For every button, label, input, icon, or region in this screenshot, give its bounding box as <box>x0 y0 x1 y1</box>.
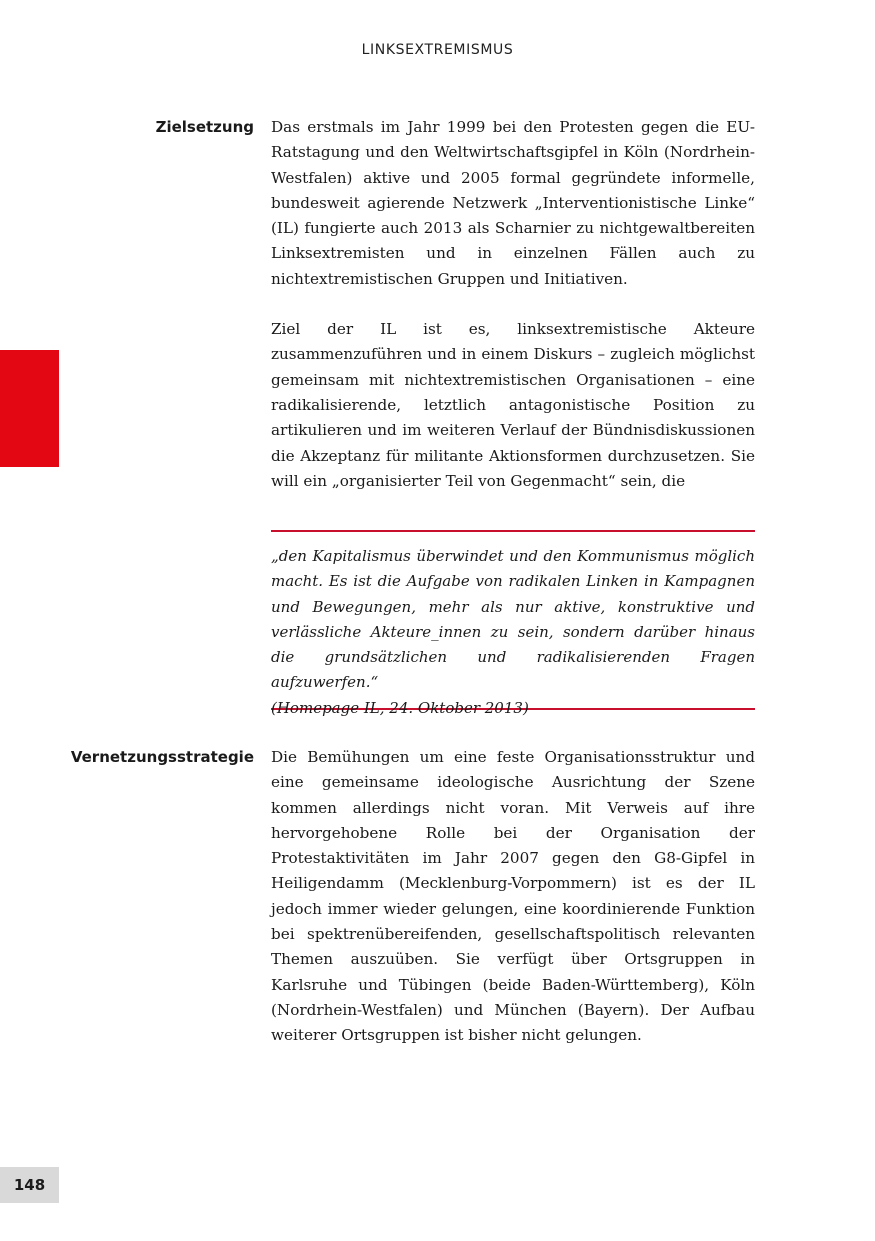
section-heading-vernetzungsstrategie: Vernetzungsstrategie <box>70 748 254 766</box>
section-heading-zielsetzung: Zielsetzung <box>155 118 254 136</box>
quote-source: (Homepage IL, 24. Oktober 2013) <box>271 698 529 717</box>
section-body-vernetzungsstrategie <box>271 745 755 1049</box>
running-head: LINKSEXTREMISMUS <box>361 42 514 58</box>
quote-block <box>271 530 755 717</box>
page-number: 148 <box>0 1167 59 1203</box>
paragraph-vernetzungsstrategie: Die Bemühungen um eine feste Organisationsstruktur und eine gemeinsame ideologische Ausrichtung der Szene kommen allerdings nicht voran. Mit Verweis auf ihre hervorgehobene Rolle bei der Organisation der Protestaktivitäten im Jahr 2007 gegen den G8-Gipfel in Heiligendamm (Mecklenburg-Vorpommern) ist es der IL jedoch immer wieder gelungen, eine koordinierende Funktion bei spektrenübereifenden, gesellschaftspolitisch relevanten Themen auszuüben. Sie verfügt über Ortsgruppen in Karlsruhe und Tübingen (beide Baden-Württemberg), Köln (Nordrhein-Westfalen) und München (Bayern). Der Aufbau weiterer Ortsgruppen ist bisher nicht gelungen. <box>271 748 755 1045</box>
chapter-marker-tab <box>0 350 59 467</box>
section-body-zielsetzung <box>271 115 755 494</box>
paragraph-zielsetzung-1: Das erstmals im Jahr 1999 bei den Protesten gegen die EU-Ratstagung und den Weltwirtschaftsgipfel in Köln (Nordrhein-Westfalen) aktive und 2005 formal gegründete informelle, bundesweit agierende Netzwerk „Interventionistische Linke“ (IL) fungierte auch 2013 als Scharnier zu nichtgewaltbereiten Linksextremisten und in einzelnen Fällen auch zu nichtextremistischen Gruppen und Initiativen. <box>271 118 755 288</box>
quote-text: „den Kapitalismus überwindet und den Kommunismus möglich macht. Es ist die Aufgabe von radikalen Linken in Kampagnen und Bewegungen, mehr als nur aktive, konstruktive und verlässliche Akteure_innen zu sein, sondern darüber hinaus die grundsätzlichen und radikalisierenden Fragen aufzuwerfen.“ <box>271 547 755 692</box>
paragraph-zielsetzung-2: Ziel der IL ist es, linksextremistische Akteure zusammenzuführen und in einem Diskurs – zugleich möglichst gemeinsam mit nichtextremistischen Organisationen – eine radikalisierende, letztlich antagonistische Position zu artikulieren und im weiteren Verlauf der Bündnisdiskussionen die Akzeptanz für militante Aktionsformen durchzusetzen. Sie will ein „organisierter Teil von Gegenmacht“ sein, die <box>271 320 755 490</box>
